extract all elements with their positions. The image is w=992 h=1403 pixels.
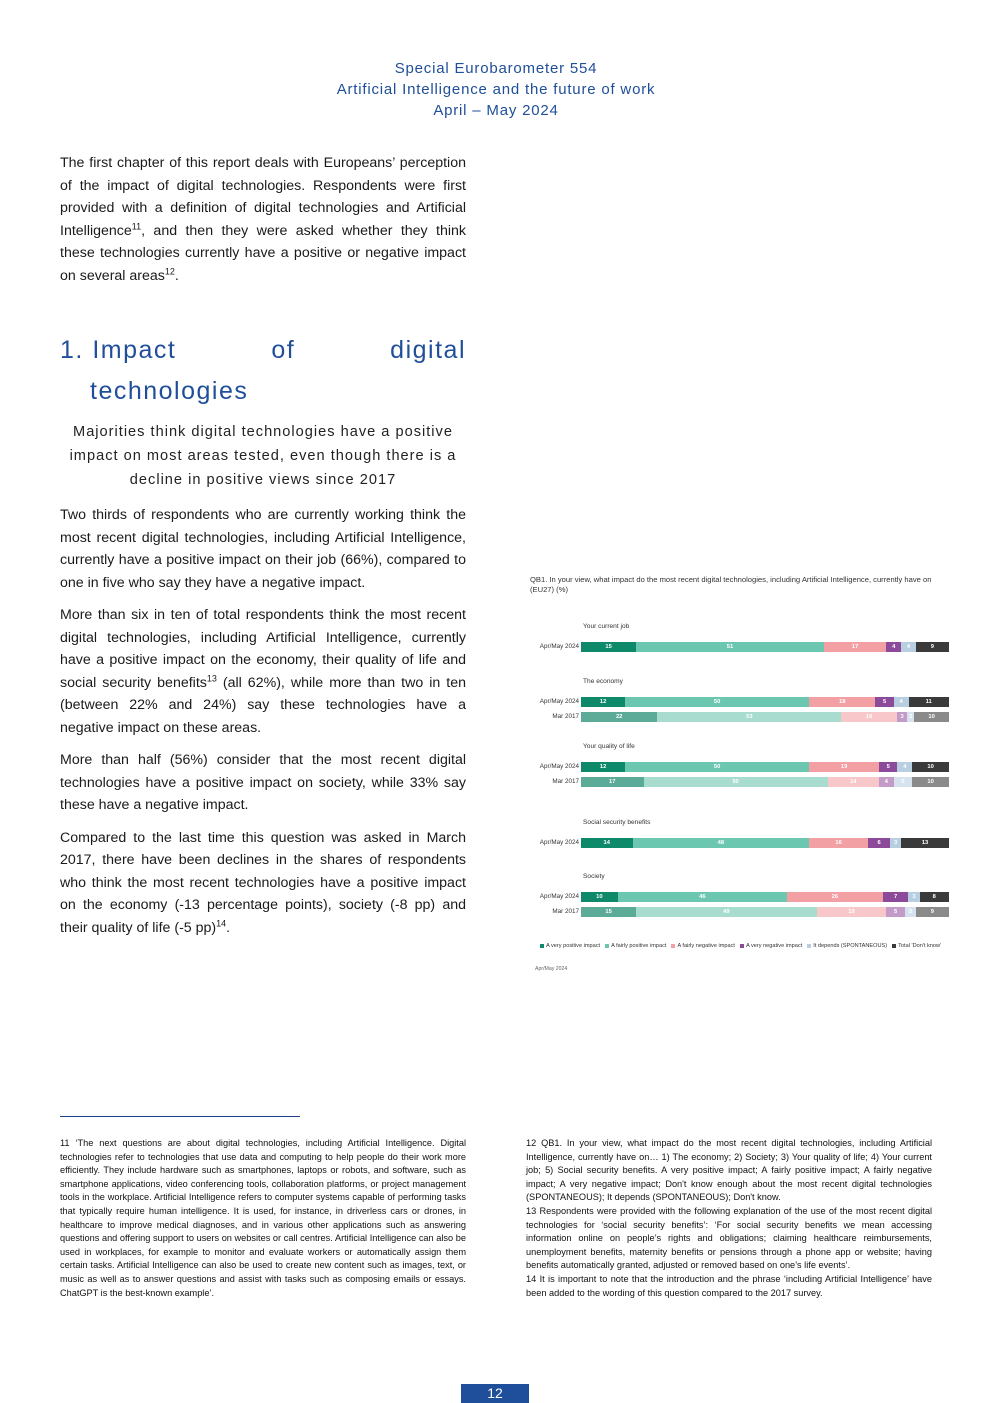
p4-text-a: Compared to the last time this question was asked in March 2017, there have been declines in the shares of respondents who think the most recent technologies have a positive impact on the economy (-13 percentage points), society (-8 pp) and their quality of life (-5 pp) (60, 829, 466, 936)
heading-word-digital: digital (390, 336, 466, 364)
section-subheading: Majorities think digital technologies have a positive impact on most areas tested, even though there is a decline in positive views since 2017 (69, 424, 457, 488)
footnote-12: 12 QB1. In your view, what impact do the most recent digital technologies, including Artificial Intelligence, currently have on… 1) The economy; 2) Society; 3) Your quality of life; 4) Your current job; 5) Social security benefits. A very positive impact; A fairly positive impact; A fairly negative impact; A very negative impact; Don't know enough about the most recent digital technologies (SPONTANEOUS); It depends (SPONTANEOUS); Don't know. (526, 1138, 932, 1203)
chart-bar-segment: 15 (581, 642, 636, 652)
p4-text-b: . (226, 919, 231, 936)
chart-bar-segment: 5 (886, 907, 904, 917)
chart-bar-segment: 3 (890, 838, 901, 848)
chart-bar-segment: 10 (912, 762, 949, 772)
chart-bar-segment: 51 (636, 642, 824, 652)
paragraph-economy (60, 604, 466, 739)
chart-bar-segment: 4 (901, 642, 916, 652)
paragraph-trend (60, 827, 466, 940)
chart-row-label: Mar 2017 (552, 778, 579, 785)
legend-swatch (807, 944, 811, 948)
chart-bar-segment: 15 (581, 907, 636, 917)
footnote-ref-11: 11 (131, 220, 142, 231)
chart-bar-segment: 4 (886, 642, 901, 652)
intro-text-3: . (174, 267, 179, 284)
footnotes-right (526, 1137, 932, 1300)
chart-bar-segment: 46 (618, 892, 787, 902)
legend-item (540, 943, 600, 949)
footnote-13: 13 Respondents were provided with the following explanation of the use of the most recent digital technologies for ‘social security benefits’: ‘For social security benefits we mean accessing information online on people’s rights and obligations; claiming healthcare reimbursements, unemployment benefits, maternity benefits or pensions through a phone app or website; having benefits automatically granted, adjusted or removed based on one’s life events’. (526, 1205, 932, 1271)
impact-chart (530, 575, 955, 980)
paragraph-job: Two thirds of respondents who are currently working think the most recent digital technologies, including Artificial Intelligence, currently have a positive impact on their job (66%), compared to one in five who say they have a negative impact. (60, 507, 466, 591)
legend-label: A fairly positive impact (611, 943, 667, 949)
chart-bar-segment: 14 (828, 777, 880, 787)
page-number: 12 (461, 1384, 529, 1403)
chart-bar-segment: 49 (636, 907, 816, 917)
intro-text-1: The first chapter of this report deals with Europeans’ perception of the impact of digital technologies. Respondents were first provided with a definition of digital technologies and Artificial Intelligence (60, 155, 466, 239)
chart-bar (581, 892, 949, 902)
chart-bar-segment: 12 (581, 762, 625, 772)
chart-bar (581, 838, 949, 848)
legend-swatch (892, 944, 896, 948)
chart-bar-segment: 11 (909, 697, 949, 707)
footnote-divider (60, 1116, 300, 1117)
chart-bar-segment: 22 (581, 712, 657, 722)
footnote-ref-13: 13 (206, 672, 217, 683)
heading-word-impact: Impact (92, 336, 177, 364)
p2-text-b: (all 62%), while more than two in ten (between 22% and 24%) say these technologies have a negative impact on these areas. (60, 674, 466, 736)
legend-swatch (671, 944, 675, 948)
chart-bar (581, 762, 949, 772)
footnote-14: 14 It is important to note that the introduction and the phrase ‘including Artificial Intelligence’ have been added to the wording of this question compared to the 2017 survey. (526, 1273, 932, 1298)
chart-bar-segment: 9 (916, 642, 949, 652)
intro-paragraph (60, 152, 466, 287)
chart-title: QB1. In your view, what impact do the most recent digital technologies, including Artificial Intelligence, currently have on (EU27) (%) (530, 575, 932, 594)
heading-word-of: of (271, 336, 296, 364)
paragraph-society: More than half (56%) consider that the most recent digital technologies have a positive impact on society, while 33% say these have a negative impact. (60, 752, 466, 813)
legend-item (671, 943, 735, 949)
chart-row-label: Apr/May 2024 (539, 893, 579, 900)
chart-bar-segment: 17 (581, 777, 644, 787)
section-number: 1. (60, 336, 84, 364)
chart-bar-segment: 5 (875, 697, 893, 707)
chart-group-label: Social security benefits (583, 819, 651, 826)
intro-text-2: , and then they were asked whether they think these technologies currently have a positive or negative impact on several areas (60, 222, 466, 284)
footnote-ref-12: 12 (164, 265, 175, 276)
legend-label: Total 'Don't know' (898, 943, 942, 949)
chart-bar-segment: 9 (916, 907, 949, 917)
chart-bar-segment: 3 (908, 892, 919, 902)
chart-bar-segment: 8 (920, 892, 949, 902)
chart-footer: Apr/May 2024 (535, 966, 568, 972)
legend-item (740, 943, 802, 949)
chart-bar-segment: 12 (581, 697, 625, 707)
legend-label: A fairly negative impact (677, 943, 735, 949)
page-header (0, 58, 992, 121)
chart-bar-segment: 4 (897, 762, 912, 772)
legend-swatch (740, 944, 744, 948)
legend-label: A very positive impact (546, 943, 601, 949)
footnote-11: 11 ‘The next questions are about digital technologies, including Artificial Intelligence. Digital technologies refer to technologies that use data and computing to help people do their work more efficiently. They include hardware such as smartphones, laptops or robots, and software, such as smartphone applications, video conferencing tools, collaboration platforms, or project management tools in the workplace. Artificial Intelligence refers to computer systems capable of performing tasks that typically require human intelligence. It is used, for instance, in driverless cars or drones, in healthcare to improve medical diagnoses, and in various other applications such as answering questions and offering support to users on websites or call centres. Artificial Intelligence can also be used in workplaces, for example to monitor and evaluate workers or automatically assign them certain tasks. Artificial Intelligence can also be used to create new content such as images, text, or music as well as to answer questions and assist with tasks such as composing emails or essays. ChatGPT is the best-known example’. (60, 1138, 466, 1298)
p2-text-a: More than six in ten of total respondents think the most recent digital technologies, including Artificial Intelligence, currently have a positive impact on the economy, their quality of life and social security benefits (60, 607, 466, 691)
header-line-2: Artificial Intelligence and the future of work (336, 81, 656, 98)
chart-bar-segment: 2 (909, 714, 913, 720)
chart-row-label: Apr/May 2024 (539, 839, 579, 846)
chart-bar-segment: 4 (879, 777, 894, 787)
header-line-3: April – May 2024 (433, 102, 559, 119)
legend-swatch (605, 944, 609, 948)
legend-swatch (540, 944, 544, 948)
chart-bar (581, 697, 949, 707)
heading-word-technologies: technologies (90, 377, 249, 405)
chart-bar-segment: 13 (901, 838, 949, 848)
chart-bar-segment: 53 (657, 712, 841, 722)
chart-row-label: Apr/May 2024 (539, 643, 579, 650)
legend-label: It depends (SPONTANEOUS) (813, 943, 888, 949)
chart-bar (581, 712, 949, 722)
header-line-1: Special Eurobarometer 554 (394, 60, 598, 77)
chart-row-label: Apr/May 2024 (539, 763, 579, 770)
body-text (60, 504, 466, 949)
chart-bar-segment: 16 (841, 712, 897, 722)
chart-bar-segment: 16 (809, 838, 868, 848)
chart-bar-segment: 10 (914, 712, 949, 722)
chart-bar-segment: 19 (809, 762, 879, 772)
chart-row-label: Mar 2017 (552, 908, 579, 915)
chart-bar (581, 642, 949, 652)
chart-bar-segment: 48 (633, 838, 810, 848)
chart-group-label: Society (583, 873, 605, 880)
chart-bar-segment: 6 (868, 838, 890, 848)
chart-bar-segment: 26 (787, 892, 883, 902)
legend-label: A very negative impact (745, 943, 803, 949)
chart-bar-segment: 50 (644, 777, 828, 787)
chart-bar-segment: 4 (894, 697, 909, 707)
legend-item (892, 943, 941, 949)
chart-row-label: Mar 2017 (552, 713, 579, 720)
chart-bar-segment: 7 (883, 892, 909, 902)
legend-item (605, 943, 666, 949)
chart-bar-segment: 10 (581, 892, 618, 902)
chart-bar-segment: 50 (625, 762, 809, 772)
chart-bar (581, 907, 949, 917)
chart-legend (540, 943, 941, 949)
legend-item (807, 943, 887, 949)
footnote-ref-14: 14 (216, 917, 227, 928)
chart-bar-segment: 14 (581, 838, 633, 848)
chart-bar (581, 777, 949, 787)
chart-group-label: Your current job (583, 623, 630, 630)
chart-bar-segment: 50 (625, 697, 809, 707)
chart-bar-segment: 17 (824, 642, 887, 652)
chart-bar-segment: 19 (817, 907, 887, 917)
chart-bar-segment: 5 (879, 762, 897, 772)
section-heading (60, 330, 466, 412)
chart-bar-segment: 18 (809, 697, 875, 707)
chart-group-label: Your quality of life (583, 743, 635, 750)
chart-bar-segment: 3 (897, 712, 907, 722)
chart-bar-segment: 3 (905, 907, 916, 917)
chart-bar-segment: 10 (912, 777, 949, 787)
chart-bar-segment: 5 (894, 777, 912, 787)
chart-row-label: Apr/May 2024 (539, 698, 579, 705)
chart-group-label: The economy (583, 678, 623, 685)
